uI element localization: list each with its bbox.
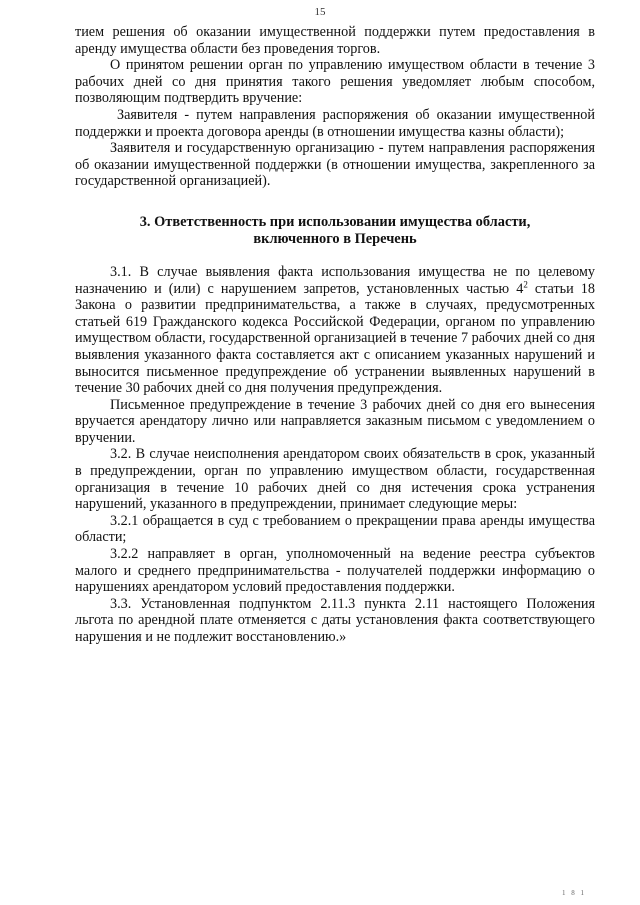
paragraph-3-2-2: 3.2.2 направляет в орган, уполномоченный на ведение реестра субъектов малого и среднего предпринимательства - получателей поддержки информацию о нарушениях арендатором условий предоставления поддержки. (75, 546, 595, 596)
paragraph-3-2-1: 3.2.1 обращается в суд с требованием о прекращении права аренды имущества области; (75, 512, 595, 546)
paragraph-3-1 (75, 264, 595, 397)
page-number: 15 (314, 6, 326, 18)
paragraph-3-3: 3.3. Установленная подпунктом 2.11.3 пункта 2.11 настоящего Положения льгота по арендной плате отменяется с даты установления факта соответствующего нарушения и не подлежит восстановлению.» (75, 595, 595, 645)
paragraph-applicant-and-organization: Заявителя и государственную организацию - путем направления распоряжения об оказании имущественной поддержки (в отношении имущества, закрепленного за государственной организацией). (75, 140, 595, 190)
section-title-line-1: 3. Ответственность при использовании имущества области, (139, 213, 531, 230)
paragraph-notification: О принятом решении орган по управлению имуществом области в течение 3 рабочих дней со дня принятия такого решения уведомляет любым способом, позволяющим подтвердить вручение: (75, 57, 595, 107)
document-body (75, 24, 595, 646)
superscript: 2 (523, 278, 528, 289)
paragraph-applicant: Заявителя - путем направления распоряжения об оказании имущественной поддержки и проекта договора аренды (в отношении имущества казны области); (75, 106, 595, 140)
paragraph-3-1-text-b: статьи 18 Закона о развитии предпринимательства, а также в случаях, предусмотренных статьей 619 Гражданского кодекса Российской Федерации, органом по управлению имуществом области, государственной организацией в течение 7 рабочих дней со дня выявления указанного факта составляется акт с описанием указанных нарушений и выносится письменное предупреждение об устранении выявленных нарушений в течение 30 рабочих дней со дня получения предупреждения. (75, 280, 595, 397)
footer-mark: 1 8 1 (562, 889, 586, 897)
paragraph-3-2: 3.2. В случае неисполнения арендатором своих обязательств в срок, указанный в предупреждении, орган по управлению имуществом области, государственная организация в течение 10 рабочих дней со дня истечения срока устранения нарушений, указанного в предупреждении, принимает следующие меры: (75, 446, 595, 513)
paragraph-continuation: тием решения об оказании имущественной поддержки путем предоставления в аренду имущества области без проведения торгов. (75, 24, 595, 57)
section-title (75, 214, 595, 248)
paragraph-3-1-text-a: 3.1. В случае выявления факта использования имущества не по целевому назначению и (или) с нарушением запретов, установленных частью 4 (75, 263, 595, 297)
section-title-line-2: включенного в Перечень (253, 230, 417, 247)
paragraph-warning: Письменное предупреждение в течение 3 рабочих дней со дня его вынесения вручается арендатору лично или направляется заказным письмом с уведомлением о вручении. (75, 396, 595, 446)
